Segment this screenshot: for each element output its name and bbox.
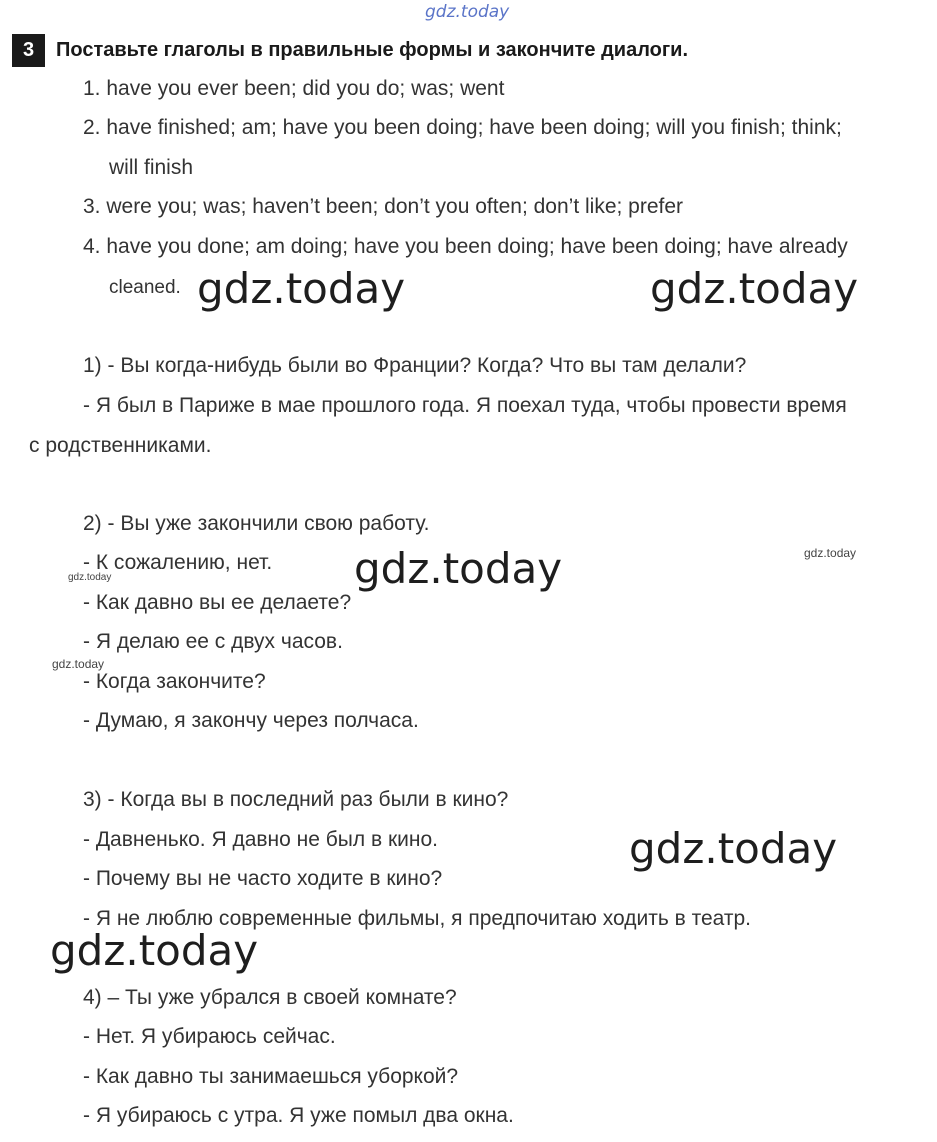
watermark-small-2: gdz.today	[68, 572, 112, 583]
dialogue-4-line-3: - Как давно ты занимаешься уборкой?	[83, 1065, 459, 1088]
watermark-big-2: gdz.today	[650, 264, 859, 313]
dialogue-4-line-4: - Я убираюсь с утра. Я уже помыл два окна.	[83, 1104, 514, 1127]
answer-line-4-cont: cleaned.	[109, 277, 181, 298]
dialogue-1-line-3: с родственниками.	[29, 434, 212, 457]
dialogue-1-line-2: - Я был в Париже в мае прошлого года. Я поехал туда, чтобы провести время	[83, 394, 847, 417]
answer-line-1: 1. have you ever been; did you do; was; went	[83, 77, 505, 100]
answer-line-2: 2. have finished; am; have you been doing; have been doing; will you finish; think;	[83, 116, 842, 139]
watermark-big-5: gdz.today	[50, 926, 259, 975]
exercise-number: 3	[12, 34, 45, 67]
watermark-big-3: gdz.today	[354, 544, 563, 593]
dialogue-2-line-4: - Я делаю ее с двух часов.	[83, 630, 343, 653]
dialogue-2-line-2: - К сожалению, нет.	[83, 551, 273, 574]
dialogue-3-line-4: - Я не люблю современные фильмы, я предпочитаю ходить в театр.	[83, 907, 752, 930]
watermark-big-1: gdz.today	[197, 264, 406, 313]
exercise-title: Поставьте глаголы в правильные формы и закончите диалоги.	[56, 39, 689, 61]
answer-line-3: 3. were you; was; haven’t been; don’t you often; don’t like; prefer	[83, 195, 684, 218]
dialogue-4-line-1: 4) – Ты уже убрался в своей комнате?	[83, 986, 457, 1009]
dialogue-3-line-2: - Давненько. Я давно не был в кино.	[83, 828, 439, 851]
dialogue-2-line-6: - Думаю, я закончу через полчаса.	[83, 709, 419, 732]
watermark-top: gdz.today	[425, 2, 510, 22]
answer-line-2-cont: will finish	[109, 156, 194, 179]
dialogue-2-line-3: - Как давно вы ее делаете?	[83, 591, 352, 614]
dialogue-2-line-1: 2) - Вы уже закончили свою работу.	[83, 512, 430, 535]
dialogue-2-line-5: - Когда закончите?	[83, 670, 266, 693]
dialogue-3-line-1: 3) - Когда вы в последний раз были в кино?	[83, 788, 509, 811]
dialogue-1-line-1: 1) - Вы когда-нибудь были во Франции? Когда? Что вы там делали?	[83, 354, 747, 377]
dialogue-4-line-2: - Нет. Я убираюсь сейчас.	[83, 1025, 336, 1048]
dialogue-3-line-3: - Почему вы не часто ходите в кино?	[83, 867, 443, 890]
watermark-small-3: gdz.today	[52, 657, 105, 671]
watermark-small-1: gdz.today	[804, 546, 857, 560]
watermark-big-4: gdz.today	[629, 824, 838, 873]
answer-line-4: 4. have you done; am doing; have you been doing; have been doing; have already	[83, 235, 848, 258]
